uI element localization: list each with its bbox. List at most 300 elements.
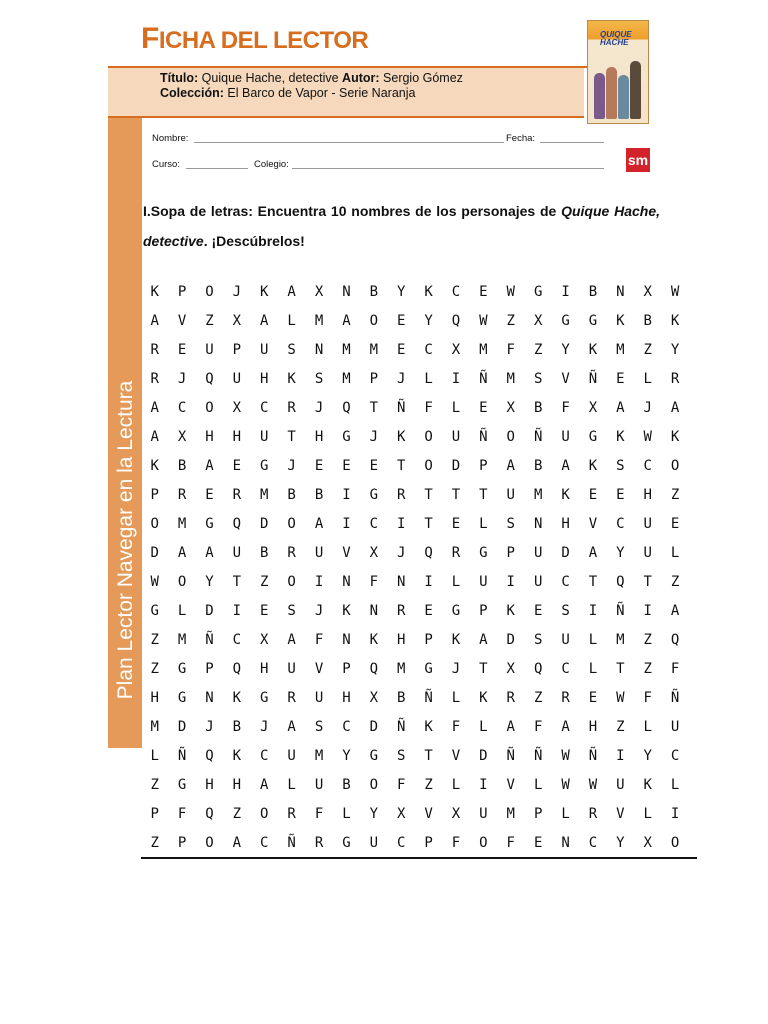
grid-letter[interactable]: N: [205, 690, 214, 706]
grid-letter[interactable]: X: [232, 313, 242, 329]
grid-letter[interactable]: M: [177, 516, 187, 532]
grid-letter[interactable]: E: [342, 458, 351, 474]
grid-letter[interactable]: E: [205, 487, 214, 503]
grid-letter[interactable]: F: [670, 661, 680, 677]
grid-letter[interactable]: K: [451, 632, 461, 648]
grid-letter[interactable]: S: [561, 603, 570, 619]
grid-letter[interactable]: D: [369, 719, 379, 735]
grid-letter[interactable]: B: [232, 719, 242, 735]
grid-letter[interactable]: X: [369, 545, 379, 561]
grid-letter[interactable]: W: [616, 690, 625, 706]
grid-letter[interactable]: A: [616, 400, 625, 416]
grid-letter[interactable]: J: [232, 284, 242, 300]
grid-letter[interactable]: E: [533, 603, 543, 619]
grid-letter[interactable]: K: [588, 458, 598, 474]
grid-letter[interactable]: O: [670, 835, 680, 851]
grid-letter[interactable]: M: [260, 487, 269, 503]
grid-letter[interactable]: E: [260, 603, 269, 619]
grid-letter[interactable]: Q: [670, 632, 680, 648]
grid-letter[interactable]: Z: [670, 574, 680, 590]
grid-letter[interactable]: K: [506, 603, 515, 619]
grid-letter[interactable]: I: [232, 603, 242, 619]
grid-letter[interactable]: U: [506, 487, 515, 503]
grid-letter[interactable]: F: [533, 719, 543, 735]
grid-letter[interactable]: R: [177, 487, 187, 503]
grid-letter[interactable]: Y: [561, 342, 570, 358]
grid-letter[interactable]: X: [506, 400, 515, 416]
grid-letter[interactable]: X: [369, 690, 379, 706]
grid-letter[interactable]: A: [342, 313, 351, 329]
grid-letter[interactable]: K: [616, 429, 625, 445]
grid-letter[interactable]: U: [314, 545, 324, 561]
grid-letter[interactable]: N: [396, 574, 406, 590]
grid-letter[interactable]: Z: [616, 719, 625, 735]
grid-letter[interactable]: P: [205, 661, 214, 677]
grid-letter[interactable]: L: [479, 719, 488, 735]
grid-letter[interactable]: R: [287, 690, 296, 706]
grid-letter[interactable]: O: [150, 516, 159, 532]
grid-letter[interactable]: T: [232, 574, 242, 590]
grid-letter[interactable]: R: [314, 835, 324, 851]
grid-letter[interactable]: X: [533, 313, 543, 329]
grid-letter[interactable]: C: [260, 835, 269, 851]
grid-letter[interactable]: Z: [260, 574, 269, 590]
grid-letter[interactable]: Z: [150, 835, 159, 851]
grid-letter[interactable]: G: [260, 690, 269, 706]
grid-letter[interactable]: K: [479, 690, 488, 706]
grid-letter[interactable]: T: [424, 487, 433, 503]
grid-letter[interactable]: J: [314, 603, 324, 619]
grid-letter[interactable]: B: [342, 777, 351, 793]
grid-letter[interactable]: G: [369, 748, 379, 764]
grid-letter[interactable]: V: [616, 806, 625, 822]
grid-letter[interactable]: P: [533, 806, 543, 822]
grid-letter[interactable]: O: [260, 806, 269, 822]
grid-letter[interactable]: S: [314, 371, 324, 387]
grid-letter[interactable]: H: [342, 690, 351, 706]
grid-letter[interactable]: A: [260, 313, 269, 329]
grid-letter[interactable]: D: [260, 516, 269, 532]
grid-letter[interactable]: P: [479, 458, 488, 474]
grid-letter[interactable]: C: [424, 342, 433, 358]
grid-letter[interactable]: Ñ: [479, 371, 488, 387]
grid-letter[interactable]: Q: [533, 661, 543, 677]
grid-letter[interactable]: D: [177, 719, 187, 735]
grid-letter[interactable]: Z: [670, 487, 680, 503]
grid-letter[interactable]: Ñ: [396, 719, 406, 735]
grid-letter[interactable]: D: [451, 458, 461, 474]
grid-letter[interactable]: O: [424, 429, 433, 445]
grid-letter[interactable]: W: [561, 748, 570, 764]
grid-letter[interactable]: Ñ: [396, 400, 406, 416]
grid-letter[interactable]: R: [561, 690, 570, 706]
grid-letter[interactable]: B: [533, 400, 543, 416]
grid-letter[interactable]: U: [479, 806, 488, 822]
grid-letter[interactable]: S: [396, 748, 406, 764]
grid-letter[interactable]: U: [561, 632, 570, 648]
grid-letter[interactable]: P: [150, 806, 159, 822]
grid-letter[interactable]: L: [342, 806, 351, 822]
grid-letter[interactable]: G: [260, 458, 269, 474]
grid-letter[interactable]: S: [533, 632, 543, 648]
grid-letter[interactable]: S: [287, 603, 296, 619]
grid-letter[interactable]: M: [177, 632, 187, 648]
grid-letter[interactable]: Ñ: [205, 632, 214, 648]
grid-letter[interactable]: E: [177, 342, 187, 358]
grid-letter[interactable]: L: [451, 690, 461, 706]
grid-letter[interactable]: P: [479, 603, 488, 619]
grid-letter[interactable]: M: [533, 487, 543, 503]
grid-letter[interactable]: X: [314, 284, 324, 300]
grid-letter[interactable]: M: [506, 371, 515, 387]
grid-letter[interactable]: I: [643, 603, 652, 619]
grid-letter[interactable]: W: [506, 284, 515, 300]
grid-letter[interactable]: R: [670, 371, 680, 387]
grid-letter[interactable]: S: [314, 719, 324, 735]
grid-letter[interactable]: C: [643, 458, 652, 474]
grid-letter[interactable]: H: [260, 371, 269, 387]
grid-letter[interactable]: B: [314, 487, 324, 503]
grid-letter[interactable]: E: [369, 458, 379, 474]
grid-letter[interactable]: M: [342, 371, 351, 387]
grid-letter[interactable]: L: [451, 574, 461, 590]
grid-letter[interactable]: R: [506, 690, 515, 706]
grid-letter[interactable]: L: [561, 806, 570, 822]
grid-letter[interactable]: N: [314, 342, 324, 358]
grid-letter[interactable]: Y: [369, 806, 379, 822]
grid-letter[interactable]: C: [232, 632, 242, 648]
grid-letter[interactable]: F: [369, 574, 379, 590]
grid-letter[interactable]: T: [396, 458, 406, 474]
grid-letter[interactable]: P: [424, 835, 433, 851]
grid-letter[interactable]: A: [232, 835, 242, 851]
grid-letter[interactable]: X: [451, 342, 461, 358]
grid-letter[interactable]: Z: [643, 342, 652, 358]
grid-letter[interactable]: Z: [232, 806, 242, 822]
grid-letter[interactable]: E: [396, 313, 406, 329]
grid-letter[interactable]: Y: [616, 545, 625, 561]
grid-letter[interactable]: C: [561, 661, 570, 677]
grid-letter[interactable]: J: [369, 429, 379, 445]
grid-letter[interactable]: E: [670, 516, 680, 532]
grid-letter[interactable]: B: [643, 313, 652, 329]
grid-letter[interactable]: H: [150, 690, 159, 706]
grid-letter[interactable]: K: [616, 313, 625, 329]
grid-letter[interactable]: X: [232, 400, 242, 416]
grid-letter[interactable]: Y: [643, 748, 652, 764]
grid-letter[interactable]: G: [451, 603, 461, 619]
grid-letter[interactable]: B: [287, 487, 296, 503]
grid-letter[interactable]: A: [588, 545, 598, 561]
grid-letter[interactable]: M: [616, 632, 625, 648]
grid-letter[interactable]: T: [369, 400, 379, 416]
grid-letter[interactable]: O: [287, 574, 296, 590]
grid-letter[interactable]: W: [479, 313, 488, 329]
grid-letter[interactable]: Ñ: [479, 429, 488, 445]
grid-letter[interactable]: K: [643, 777, 652, 793]
grid-letter[interactable]: S: [287, 342, 296, 358]
grid-letter[interactable]: I: [396, 516, 406, 532]
grid-letter[interactable]: T: [424, 748, 433, 764]
grid-letter[interactable]: M: [616, 342, 625, 358]
grid-letter[interactable]: U: [643, 545, 652, 561]
grid-letter[interactable]: J: [205, 719, 214, 735]
grid-letter[interactable]: A: [150, 313, 159, 329]
grid-letter[interactable]: E: [479, 284, 488, 300]
grid-letter[interactable]: K: [232, 690, 242, 706]
grid-letter[interactable]: U: [287, 748, 296, 764]
grid-letter[interactable]: K: [424, 284, 433, 300]
grid-letter[interactable]: Q: [232, 661, 242, 677]
grid-letter[interactable]: L: [670, 777, 680, 793]
grid-letter[interactable]: H: [232, 429, 242, 445]
grid-letter[interactable]: E: [588, 487, 598, 503]
grid-letter[interactable]: A: [670, 400, 680, 416]
grid-letter[interactable]: S: [506, 516, 515, 532]
grid-letter[interactable]: H: [396, 632, 406, 648]
grid-letter[interactable]: U: [232, 371, 242, 387]
grid-letter[interactable]: E: [314, 458, 324, 474]
grid-letter[interactable]: V: [314, 661, 324, 677]
grid-letter[interactable]: K: [232, 748, 242, 764]
grid-letter[interactable]: T: [588, 574, 598, 590]
grid-letter[interactable]: H: [314, 429, 324, 445]
grid-letter[interactable]: K: [342, 603, 351, 619]
grid-letter[interactable]: X: [396, 806, 406, 822]
grid-letter[interactable]: U: [232, 545, 242, 561]
grid-letter[interactable]: L: [451, 777, 461, 793]
grid-letter[interactable]: X: [643, 835, 652, 851]
grid-letter[interactable]: Ñ: [506, 748, 515, 764]
grid-letter[interactable]: Ñ: [424, 690, 433, 706]
grid-letter[interactable]: I: [342, 516, 351, 532]
grid-letter[interactable]: Ñ: [287, 835, 296, 851]
grid-letter[interactable]: U: [670, 719, 680, 735]
grid-letter[interactable]: C: [396, 835, 406, 851]
grid-letter[interactable]: H: [561, 516, 570, 532]
grid-letter[interactable]: K: [561, 487, 570, 503]
grid-letter[interactable]: C: [260, 748, 269, 764]
grid-letter[interactable]: J: [287, 458, 296, 474]
grid-letter[interactable]: A: [561, 458, 570, 474]
grid-letter[interactable]: Z: [533, 342, 543, 358]
grid-letter[interactable]: G: [205, 516, 214, 532]
grid-letter[interactable]: U: [369, 835, 379, 851]
grid-letter[interactable]: A: [479, 632, 488, 648]
grid-letter[interactable]: Y: [616, 835, 625, 851]
grid-letter[interactable]: M: [369, 342, 379, 358]
grid-letter[interactable]: C: [369, 516, 379, 532]
grid-letter[interactable]: B: [177, 458, 187, 474]
grid-letter[interactable]: F: [643, 690, 652, 706]
grid-letter[interactable]: L: [150, 748, 159, 764]
grid-letter[interactable]: A: [150, 400, 159, 416]
grid-letter[interactable]: J: [177, 371, 187, 387]
grid-letter[interactable]: H: [205, 429, 214, 445]
grid-letter[interactable]: T: [479, 487, 488, 503]
grid-letter[interactable]: F: [314, 806, 324, 822]
grid-letter[interactable]: L: [643, 719, 652, 735]
grid-letter[interactable]: I: [616, 748, 625, 764]
curso-field[interactable]: [186, 168, 248, 169]
grid-letter[interactable]: I: [314, 574, 324, 590]
grid-letter[interactable]: Z: [205, 313, 214, 329]
grid-letter[interactable]: L: [287, 777, 296, 793]
grid-letter[interactable]: O: [177, 574, 187, 590]
grid-letter[interactable]: A: [670, 603, 680, 619]
grid-letter[interactable]: Ñ: [588, 371, 598, 387]
grid-letter[interactable]: K: [150, 458, 159, 474]
grid-letter[interactable]: N: [533, 516, 543, 532]
grid-letter[interactable]: T: [424, 516, 433, 532]
grid-letter[interactable]: O: [479, 835, 488, 851]
grid-letter[interactable]: A: [260, 777, 269, 793]
grid-letter[interactable]: N: [369, 603, 379, 619]
grid-letter[interactable]: R: [287, 806, 296, 822]
grid-letter[interactable]: P: [506, 545, 515, 561]
grid-letter[interactable]: Z: [533, 690, 543, 706]
grid-letter[interactable]: I: [451, 371, 461, 387]
grid-letter[interactable]: Y: [424, 313, 433, 329]
grid-letter[interactable]: I: [342, 487, 351, 503]
grid-letter[interactable]: B: [588, 284, 598, 300]
grid-letter[interactable]: S: [616, 458, 625, 474]
grid-letter[interactable]: A: [561, 719, 570, 735]
grid-letter[interactable]: L: [643, 371, 652, 387]
grid-letter[interactable]: R: [451, 545, 461, 561]
grid-letter[interactable]: X: [260, 632, 269, 648]
grid-letter[interactable]: C: [670, 748, 680, 764]
grid-letter[interactable]: Y: [205, 574, 214, 590]
grid-letter[interactable]: F: [451, 719, 461, 735]
grid-letter[interactable]: G: [424, 661, 433, 677]
grid-letter[interactable]: Q: [342, 400, 351, 416]
grid-letter[interactable]: N: [342, 574, 351, 590]
grid-letter[interactable]: R: [150, 342, 159, 358]
grid-letter[interactable]: F: [506, 835, 515, 851]
nombre-field[interactable]: [194, 142, 504, 143]
grid-letter[interactable]: G: [561, 313, 570, 329]
grid-letter[interactable]: Y: [670, 342, 680, 358]
grid-letter[interactable]: K: [424, 719, 433, 735]
grid-letter[interactable]: X: [177, 429, 187, 445]
grid-letter[interactable]: Q: [369, 661, 379, 677]
grid-letter[interactable]: Z: [643, 632, 652, 648]
grid-letter[interactable]: V: [424, 806, 433, 822]
grid-letter[interactable]: Q: [424, 545, 433, 561]
grid-letter[interactable]: U: [314, 690, 324, 706]
grid-letter[interactable]: E: [533, 835, 543, 851]
grid-letter[interactable]: L: [588, 661, 598, 677]
grid-letter[interactable]: P: [177, 835, 187, 851]
grid-letter[interactable]: H: [260, 661, 269, 677]
grid-letter[interactable]: M: [150, 719, 159, 735]
grid-letter[interactable]: G: [479, 545, 488, 561]
grid-letter[interactable]: A: [287, 719, 296, 735]
grid-letter[interactable]: A: [287, 284, 296, 300]
grid-letter[interactable]: O: [670, 458, 680, 474]
grid-letter[interactable]: W: [670, 284, 680, 300]
grid-letter[interactable]: P: [424, 632, 433, 648]
grid-letter[interactable]: M: [396, 661, 406, 677]
grid-letter[interactable]: T: [479, 661, 488, 677]
grid-letter[interactable]: L: [643, 806, 652, 822]
grid-letter[interactable]: R: [396, 603, 406, 619]
grid-letter[interactable]: W: [643, 429, 652, 445]
grid-letter[interactable]: X: [588, 400, 598, 416]
grid-letter[interactable]: B: [260, 545, 269, 561]
grid-letter[interactable]: F: [451, 835, 461, 851]
grid-letter[interactable]: W: [561, 777, 570, 793]
grid-letter[interactable]: X: [451, 806, 461, 822]
grid-letter[interactable]: L: [588, 632, 598, 648]
grid-letter[interactable]: E: [424, 603, 433, 619]
grid-letter[interactable]: M: [314, 748, 324, 764]
grid-letter[interactable]: L: [451, 400, 461, 416]
grid-letter[interactable]: E: [616, 487, 625, 503]
grid-letter[interactable]: L: [533, 777, 543, 793]
grid-letter[interactable]: T: [451, 487, 461, 503]
grid-letter[interactable]: N: [342, 284, 351, 300]
grid-letter[interactable]: N: [561, 835, 570, 851]
grid-letter[interactable]: I: [506, 574, 515, 590]
grid-letter[interactable]: C: [260, 400, 269, 416]
grid-letter[interactable]: G: [177, 661, 187, 677]
grid-letter[interactable]: C: [451, 284, 461, 300]
grid-letter[interactable]: D: [479, 748, 488, 764]
grid-letter[interactable]: Ñ: [177, 748, 187, 764]
grid-letter[interactable]: Z: [506, 313, 515, 329]
grid-letter[interactable]: O: [506, 429, 515, 445]
grid-letter[interactable]: Y: [342, 748, 351, 764]
grid-letter[interactable]: Q: [232, 516, 242, 532]
grid-letter[interactable]: Ñ: [616, 603, 625, 619]
grid-letter[interactable]: H: [643, 487, 652, 503]
grid-letter[interactable]: U: [479, 574, 488, 590]
grid-letter[interactable]: F: [396, 777, 406, 793]
grid-letter[interactable]: I: [670, 806, 680, 822]
grid-letter[interactable]: M: [314, 313, 324, 329]
grid-letter[interactable]: G: [150, 603, 159, 619]
grid-letter[interactable]: O: [369, 313, 379, 329]
grid-letter[interactable]: M: [479, 342, 488, 358]
grid-letter[interactable]: A: [506, 719, 515, 735]
grid-letter[interactable]: Z: [150, 777, 159, 793]
grid-letter[interactable]: K: [670, 313, 680, 329]
grid-letter[interactable]: K: [287, 371, 296, 387]
grid-letter[interactable]: G: [369, 487, 379, 503]
grid-letter[interactable]: V: [561, 371, 570, 387]
grid-letter[interactable]: V: [177, 313, 187, 329]
grid-letter[interactable]: A: [150, 429, 159, 445]
grid-letter[interactable]: N: [342, 632, 351, 648]
grid-letter[interactable]: R: [232, 487, 242, 503]
grid-letter[interactable]: E: [479, 400, 488, 416]
grid-letter[interactable]: C: [177, 400, 187, 416]
grid-letter[interactable]: U: [561, 429, 570, 445]
grid-letter[interactable]: G: [342, 835, 351, 851]
grid-letter[interactable]: A: [205, 458, 214, 474]
grid-letter[interactable]: I: [588, 603, 598, 619]
grid-letter[interactable]: Y: [396, 284, 406, 300]
grid-letter[interactable]: O: [369, 777, 379, 793]
grid-letter[interactable]: T: [643, 574, 652, 590]
grid-letter[interactable]: O: [205, 835, 214, 851]
grid-letter[interactable]: U: [616, 777, 625, 793]
grid-letter[interactable]: W: [588, 777, 598, 793]
grid-letter[interactable]: P: [150, 487, 159, 503]
grid-letter[interactable]: V: [506, 777, 515, 793]
